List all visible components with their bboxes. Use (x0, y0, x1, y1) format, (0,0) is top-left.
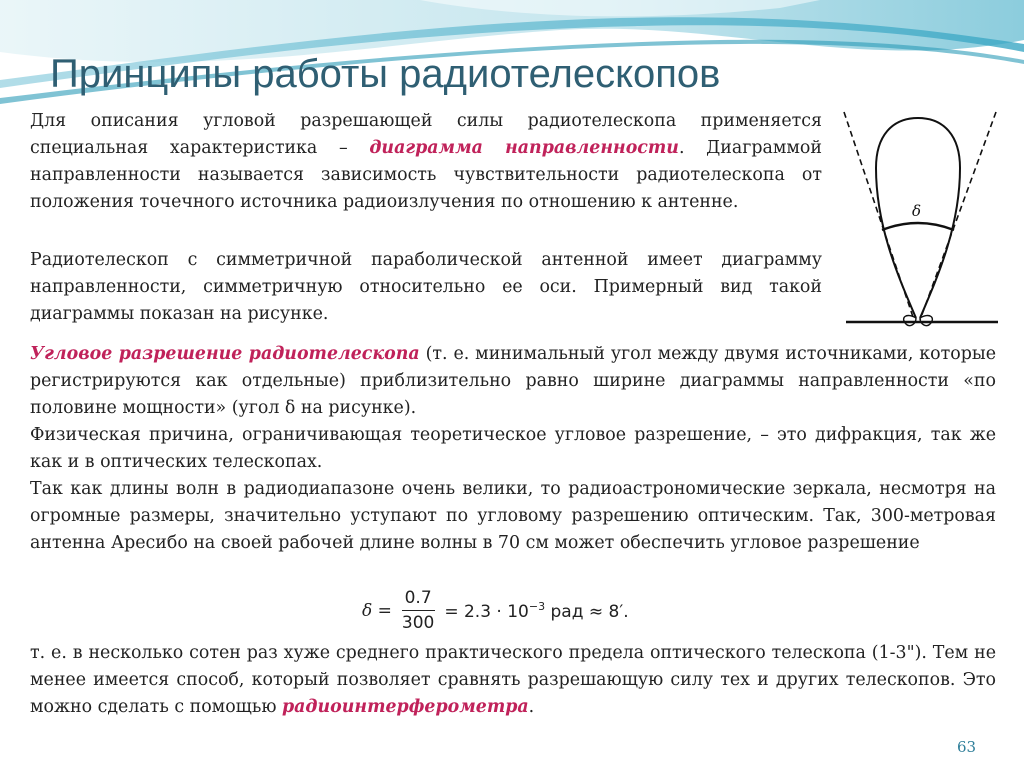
formula-rhs-value: = 2.3 · 10 (444, 601, 529, 622)
directivity-pattern-diagram (836, 106, 1006, 342)
resolution-formula (362, 588, 629, 633)
side-lobe-left (904, 316, 916, 326)
symmetry-paragraph (30, 247, 822, 328)
highlight-term-angular-resolution: Угловое разрешение радиотелескопа (30, 344, 420, 364)
formula-fraction (399, 588, 437, 633)
intro-text-start: Для описания угловой разрешающей силы радиотелескопа применяется специальная характеристика – (30, 111, 822, 158)
side-lobe-right (920, 316, 932, 326)
intro-paragraph (30, 108, 822, 216)
formula-numerator: 0.7 (402, 588, 435, 611)
formula-exponent: −3 (528, 599, 546, 613)
conclusion-text-end: . (528, 697, 535, 717)
resolution-definition-text: (т. е. минимальный угол между двумя источниками, которые регистрируются как отдельные) приблизительно равно ширине диаграммы направленности «по половине мощности» (угол δ на рисунке). (30, 344, 996, 418)
arecibo-text: Так как длины волн в радиодиапазоне очень велики, то радиоастрономические зеркала, несмотря на огромные размеры, значительно уступают по угловому разрешению оптическим. Так, 300-метровая антенна Аресибо на своей рабочей длине волны в 70 см может обеспечить угловое разрешение (30, 479, 996, 553)
formula-denominator: 300 (401, 613, 435, 633)
conclusion-text-start: т. е. в несколько сотен раз хуже среднего практического предела оптического телескопа (1-3"). Тем не менее имеется способ, который позволяет сравнять разрешающую силу тех и других телескопов. Это можно сделать с помощью (30, 643, 996, 717)
intro-text-end: . Диаграммой направленности называется зависимость чувствительности радиотелескопа от положения точечного источника радиоизлучения по отношению к антенне. (30, 138, 822, 212)
formula-rhs-unit: рад ≈ 8′. (545, 601, 629, 622)
symmetry-text: Радиотелескоп с симметричной параболической антенной имеет диаграмму направленности, симметричную относительно ее оси. Примерный вид такой диаграммы показан на рисунке. (30, 250, 822, 324)
conclusion-paragraph (30, 640, 996, 721)
delta-label: δ (912, 202, 922, 220)
formula-lhs: δ = (362, 600, 392, 621)
page-number: 63 (957, 738, 977, 756)
highlight-term-interferometer: радиоинтерферометра (282, 697, 529, 717)
formula-rhs (444, 600, 628, 622)
diffraction-text: Физическая причина, ограничивающая теоретическое угловое разрешение, – это дифракция, так же как и в оптических телескопах. (30, 425, 996, 472)
slide-title: Принципы работы радиотелескопов (50, 52, 721, 96)
half-power-arc (882, 223, 954, 230)
resolution-block (30, 341, 996, 557)
highlight-term-directivity: диаграмма направленности (369, 138, 679, 158)
